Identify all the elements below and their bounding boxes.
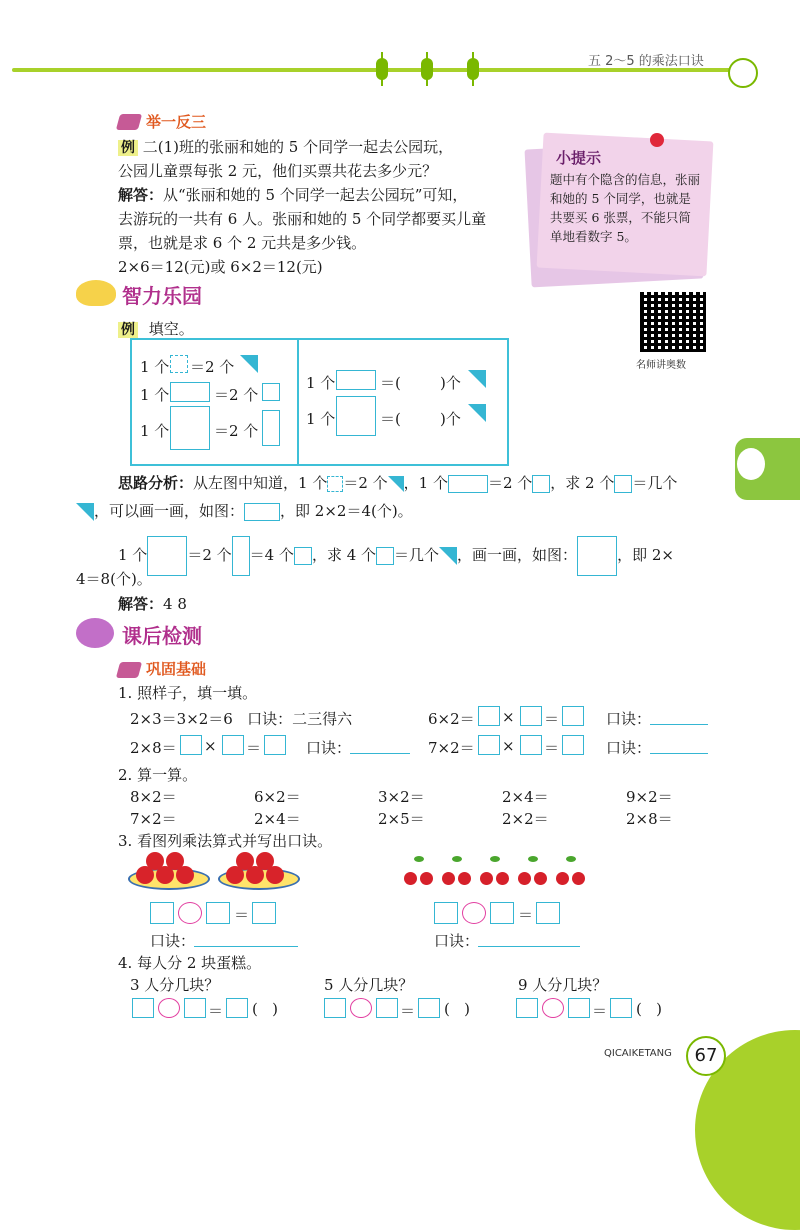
diag-left-row-1-eq: ＝2 个 (190, 358, 235, 376)
analysis-line-2: ，可以画一画，如图： ，即 2×2＝4(个)。 (76, 500, 413, 521)
q4-sub: 9 人分几块？ (518, 976, 608, 994)
q2-cell: 2×4＝ (502, 788, 549, 806)
diag-left-row-3: 1 个 (140, 422, 170, 440)
diag-right-row-1-eq: ＝( (380, 374, 401, 392)
leaf-icon (566, 856, 576, 862)
apple-icon (156, 866, 174, 884)
big-square-shape (170, 406, 210, 450)
section-title-zhili: 智力乐园 (122, 284, 202, 308)
diag-left-row-2: 1 个 (140, 386, 170, 404)
answer-box[interactable] (184, 998, 206, 1018)
example-tag: 例 (118, 140, 138, 156)
example-line-1 (118, 136, 453, 157)
rect-shape (448, 475, 488, 493)
answer-box[interactable] (376, 998, 398, 1018)
zhili-prompt: 例 填空。 (118, 318, 194, 339)
answer-box[interactable] (478, 735, 500, 755)
big-square-shape (336, 396, 376, 436)
big-square-shape (147, 536, 187, 576)
answer-line[interactable] (650, 753, 708, 754)
page-number: 67 (686, 1036, 726, 1076)
cherry-icon (496, 872, 509, 885)
analysis-line-3: 1 个 ＝2 个 ＝4 个 ，求 4 个 ＝几个 ，画一画，如图： ，即 2× (118, 536, 674, 576)
answer-text-4: 2×6＝12(元)或 6×2＝12(元) (118, 258, 323, 276)
qr-code-icon[interactable] (640, 292, 706, 352)
small-square-shape (294, 547, 312, 565)
answer-box[interactable] (180, 735, 202, 755)
qr-label: 名师讲奥数 (636, 360, 686, 371)
q2-cell: 7×2＝ (130, 810, 177, 828)
q3-koujue: 口诀： (150, 932, 196, 950)
answer-box[interactable] (324, 998, 346, 1018)
answer-text-1: 从“张丽和她的 5 个同学一起去公园玩”可知， (163, 186, 468, 204)
answer-box[interactable] (222, 735, 244, 755)
q1-item: 7×2＝ (428, 739, 475, 757)
diag-left-row-3-eq: ＝2 个 (214, 422, 259, 440)
pushpin-icon (650, 133, 664, 147)
diag-right-row-2: 1 个 (306, 410, 336, 428)
small-square-shape (170, 355, 188, 373)
leaf-icon (528, 856, 538, 862)
answer-line[interactable] (650, 724, 708, 725)
q2-cell: 2×5＝ (378, 810, 425, 828)
answer-box[interactable] (226, 998, 248, 1018)
leaf-icon (452, 856, 462, 862)
small-square-shape (532, 475, 550, 493)
diag-right-row-1-end: )个 (440, 374, 461, 392)
cherry-icon (458, 872, 471, 885)
answer-box[interactable] (150, 902, 174, 924)
split-square-shape (244, 503, 280, 521)
zhili-answer: 解答：4 8 (118, 595, 187, 613)
answer-box[interactable] (418, 998, 440, 1018)
cherry-icon (420, 872, 433, 885)
diag-left-row-2-eq: ＝2 个 (214, 386, 259, 404)
small-square-shape (262, 383, 280, 401)
triangle-shape (240, 355, 258, 373)
answer-label: 解答： (118, 186, 164, 204)
answer-box[interactable] (516, 998, 538, 1018)
triangle-shape (439, 547, 457, 565)
diag-right-row-2-eq: ＝( (380, 410, 401, 428)
answer-text-3: 票，也就是求 6 个 2 元共是多少钱。 (118, 234, 367, 252)
answer-box[interactable] (252, 902, 276, 924)
apple-icon (266, 866, 284, 884)
cherry-icon (480, 872, 493, 885)
q1-title: 1. 照样子，填一填。 (118, 684, 258, 702)
binder-bead (376, 58, 388, 80)
answer-line-1 (118, 184, 467, 205)
cherry-icon (572, 872, 585, 885)
operator-circle[interactable] (350, 998, 372, 1018)
answer-line[interactable] (478, 946, 580, 947)
cherry-icon (404, 872, 417, 885)
book-icon (116, 114, 142, 130)
apple-icon (246, 866, 264, 884)
q4-title: 4. 每人分 2 块蛋糕。 (118, 954, 262, 972)
q1-example: 2×3＝3×2＝6 口诀：二三得六 (130, 710, 353, 728)
small-square-shape (327, 476, 343, 492)
mascot-icon (76, 618, 114, 648)
diag-right-row-2-end: )个 (440, 410, 461, 428)
example-text-1: 二(1)班的张丽和她的 5 个同学一起去公园玩， (142, 138, 454, 156)
q1-item: 6×2＝ (428, 710, 475, 728)
q4-sub: 3 人分几块？ (130, 976, 220, 994)
tall-rect-shape (232, 536, 250, 576)
answer-line[interactable] (194, 946, 298, 947)
cherry-icon (518, 872, 531, 885)
header-mascot-icon (728, 58, 758, 88)
book-icon (116, 662, 142, 678)
answer-box[interactable] (206, 902, 230, 924)
rect-shape (170, 382, 210, 402)
answer-box[interactable] (520, 735, 542, 755)
answer-box[interactable] (132, 998, 154, 1018)
triangle-shape (388, 476, 404, 492)
bee-mascot-icon (76, 280, 116, 306)
binder-bead (421, 58, 433, 80)
operator-circle[interactable] (158, 998, 180, 1018)
cherry-icon (556, 872, 569, 885)
answer-box[interactable] (264, 735, 286, 755)
operator-circle[interactable] (462, 902, 486, 924)
answer-box[interactable] (568, 998, 590, 1018)
apple-icon (136, 866, 154, 884)
answer-box[interactable] (478, 706, 500, 726)
chapter-title: 五 2～5 的乘法口诀 (588, 54, 704, 69)
analysis-line-4: 4＝8(个)。 (76, 570, 152, 588)
q2-cell: 2×8＝ (626, 810, 673, 828)
apple-icon (176, 866, 194, 884)
q3-title: 3. 看图列乘法算式并写出口诀。 (118, 832, 333, 850)
answer-box[interactable] (610, 998, 632, 1018)
q4-sub: 5 人分几块？ (324, 976, 414, 994)
binder-bead (467, 58, 479, 80)
footer-brand: QICAIKETANG (604, 1048, 672, 1059)
answer-box[interactable] (562, 735, 584, 755)
analysis-line-1: 思路分析：从左图中知道，1 个 ＝2 个 ，1 个 ＝2 个 ，求 2 个 ＝几个 (118, 474, 678, 492)
q3-koujue: 口诀： (434, 932, 480, 950)
answer-box[interactable] (490, 902, 514, 924)
answer-box[interactable] (520, 706, 542, 726)
q2-cell: 9×2＝ (626, 788, 673, 806)
section-title-kehou: 课后检测 (122, 624, 202, 648)
q2-cell: 2×2＝ (502, 810, 549, 828)
rect-shape (336, 370, 376, 390)
tall-rect-shape (262, 410, 280, 446)
bunny-icon (737, 448, 765, 480)
q1-item: 2×8＝ (130, 739, 177, 757)
triangle-shape (468, 404, 486, 422)
answer-box[interactable] (562, 706, 584, 726)
answer-box[interactable] (434, 902, 458, 924)
tip-text: 题中有个隐含的信息，张丽和她的 5 个同学，也就是共要买 6 张票，不能只简单地看数字 5。 (550, 172, 701, 244)
cherry-icon (442, 872, 455, 885)
triangle-shape (76, 503, 94, 521)
small-square-shape (614, 475, 632, 493)
example-text-2: 公园儿童票每张 2 元，他们买票共花去多少元？ (118, 162, 438, 180)
q2-cell: 2×4＝ (254, 810, 301, 828)
diag-right-row-1: 1 个 (306, 374, 336, 392)
apple-icon (226, 866, 244, 884)
leaf-icon (414, 856, 424, 862)
q2-cell: 6×2＝ (254, 788, 301, 806)
q2-title: 2. 算一算。 (118, 766, 198, 784)
diagram-divider (297, 338, 299, 466)
answer-line[interactable] (350, 753, 410, 754)
section-title-juyi: 举一反三 (146, 113, 207, 131)
operator-circle[interactable] (178, 902, 202, 924)
answer-text-2: 去游玩的一共有 6 人。张丽和她的 5 个同学都要买儿童 (118, 210, 487, 228)
operator-circle[interactable] (542, 998, 564, 1018)
triangle-shape (468, 370, 486, 388)
tip-title: 小提示 (556, 149, 602, 167)
small-square-shape (376, 547, 394, 565)
section-subtitle: 巩固基础 (146, 660, 207, 678)
star-square-shape (577, 536, 617, 576)
leaf-icon (490, 856, 500, 862)
q2-cell: 8×2＝ (130, 788, 177, 806)
diag-left-row-1: 1 个 (140, 358, 170, 376)
example-tag: 例 (118, 322, 138, 338)
q2-cell: 3×2＝ (378, 788, 425, 806)
answer-box[interactable] (536, 902, 560, 924)
cherry-icon (534, 872, 547, 885)
